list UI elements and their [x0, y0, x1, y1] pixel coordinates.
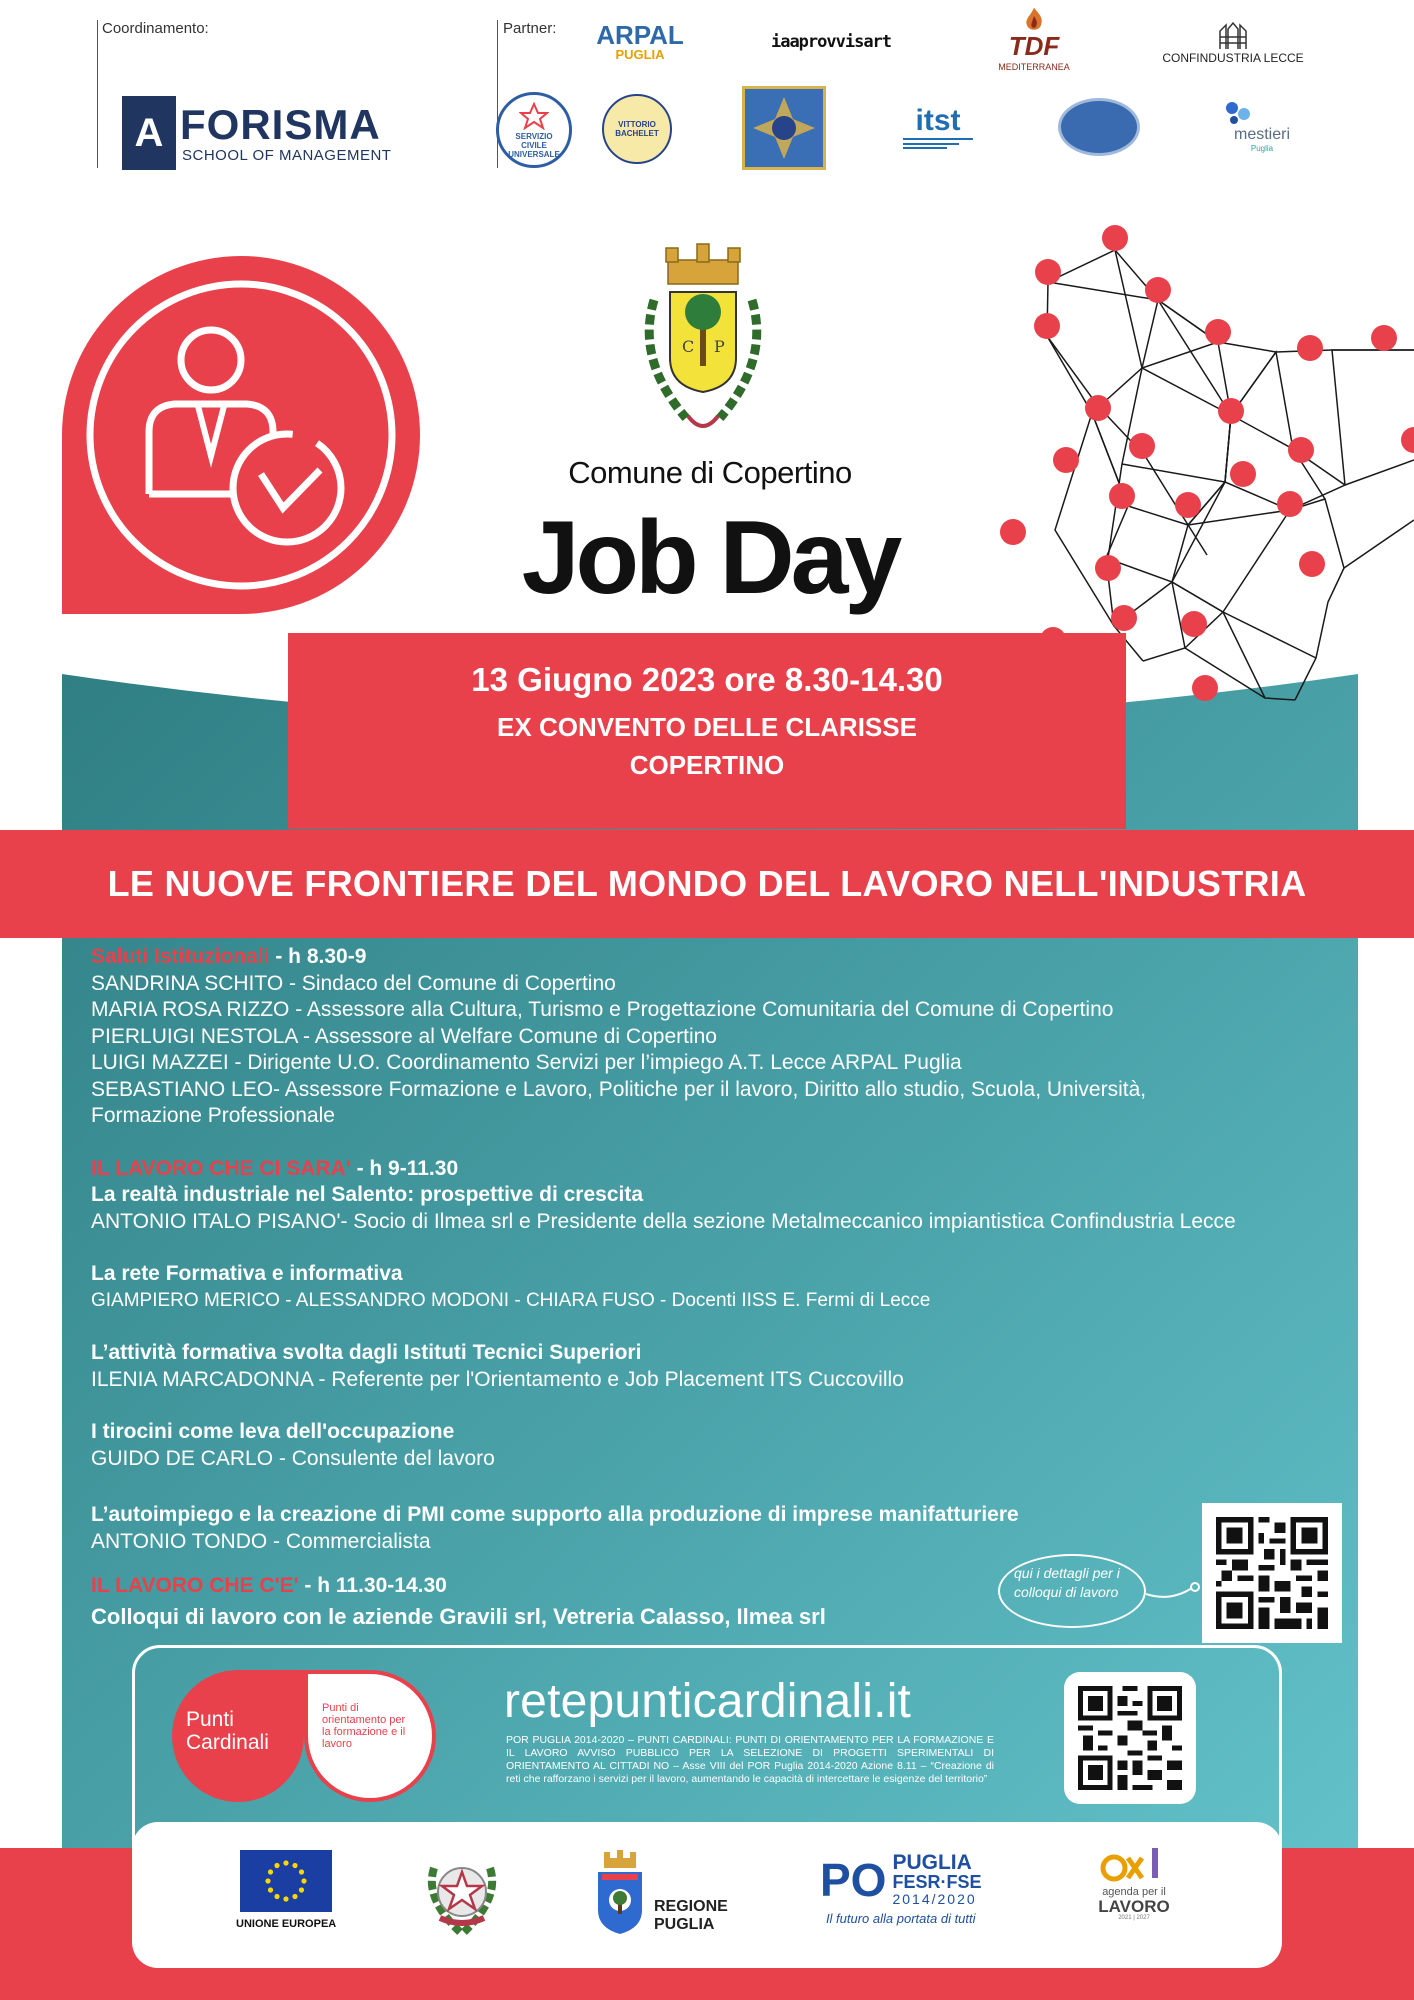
por-logo-period: 2014/2020 — [892, 1891, 977, 1907]
agenda-line1: agenda per il — [1102, 1886, 1166, 1898]
aforisma-logo-name: FORISMA — [180, 100, 381, 148]
heritage-oval-logo — [1058, 98, 1140, 156]
talk-title: La realtà industriale nel Salento: prospettive di crescita — [91, 1183, 644, 1206]
confindustria-logo — [1158, 16, 1308, 70]
event-venue: EX CONVENTO DELLE CLARISSE — [497, 712, 917, 742]
servizio-civile-text: SERVIZIO CIVILE UNIVERSALE — [508, 131, 560, 159]
bachelet-logo-text: VITTORIO BACHELET — [615, 120, 659, 138]
talk-speaker: ANTONIO TONDO - Commercialista — [91, 1529, 431, 1553]
por-tagline: Il futuro alla portata di tutti — [825, 1911, 976, 1926]
coordination-label: Coordinamento: — [102, 20, 209, 37]
speaker-line: MARIA ROSA RIZZO - Assessore alla Cultura, Turismo e Progettazione Comunitaria del Comune di Copertino — [91, 998, 1114, 1021]
coordination-divider — [97, 20, 98, 168]
regione-puglia-logo — [594, 1850, 728, 1934]
mestieri-logo — [1222, 100, 1302, 158]
aforisma-logo-mark: A — [122, 96, 176, 170]
qr-note: qui i dettagli per i colloqui di lavoro — [998, 1554, 1146, 1628]
itst-logo-text: itst — [915, 104, 961, 137]
itst-logo-stripes-icon — [903, 136, 973, 150]
mestieri-logo-region: Puglia — [1250, 143, 1274, 153]
qr-code-website[interactable] — [1064, 1672, 1196, 1804]
lavoro-ce-label: IL LAVORO CHE C'E' — [91, 1574, 299, 1597]
theme-banner: LE NUOVE FRONTIERE DEL MONDO DEL LAVORO NELL'INDUSTRIA — [0, 830, 1414, 938]
talk-speaker: ANTONIO ITALO PISANO'- Socio di Ilmea srl e Presidente della sezione Metalmeccanico impiantistica Confindustria Lecce — [91, 1209, 1236, 1233]
regione-puglia-shield-icon — [594, 1850, 646, 1934]
itst-logo — [898, 98, 978, 158]
lavoro-ce-time: - h 11.30-14.30 — [298, 1574, 447, 1597]
lavoro-sara-time: - h 9-11.30 — [350, 1156, 459, 1180]
servizio-civile-logo — [496, 92, 572, 168]
puglia-label: PUGLIA — [654, 1916, 715, 1933]
bachelet-logo — [602, 94, 672, 164]
punti-cardinali-logo-tagline: Punti di orientamento per la formazione e il lavoro — [304, 1670, 436, 1802]
project-description: POR PUGLIA 2014-2020 – PUNTI CARDINALI: PUNTI DI ORIENTAMENTO PER LA FORMAZIONE E IL LAVORO AVVISO PUBBLICO PER LA SELEZIONE DI PROGETTI SPERIMENTALI DI ORIENTAMENTO AL CITTADI NO – Asse VIII del POR Puglia 2014-2020 Azione 8.11 – “Creazione di reti che rafforzano i servizi per il lavoro, aumentando le capacità di intercettare le esigenze del territorio” — [506, 1734, 994, 1785]
arpal-logo-region: PUGLIA — [615, 47, 665, 62]
mestieri-dots-icon — [1224, 100, 1264, 126]
svg-text:C: C — [682, 337, 695, 356]
confindustria-emblem-icon — [1216, 21, 1250, 51]
qr-code-interviews[interactable] — [1202, 1503, 1342, 1643]
svg-text:P: P — [714, 337, 725, 356]
agenda-lavoro-logo — [1098, 1844, 1170, 1921]
italian-star-emblem-icon — [420, 1848, 504, 1938]
talk-title: L’attività formativa svolta dagli Istituti Tecnici Superiori — [91, 1341, 642, 1364]
job-day-title: Job Day — [521, 500, 899, 616]
arrow-icon — [1146, 1580, 1202, 1600]
qr-code-icon — [1216, 1517, 1328, 1629]
eu-label: UNIONE EUROPEA — [236, 1918, 337, 1930]
punti-cardinali-logo — [172, 1670, 436, 1808]
job-seeker-icon — [62, 256, 420, 614]
comune-title: Comune di Copertino — [568, 455, 852, 490]
partner-divider — [497, 20, 498, 168]
por-logo-region: PUGLIA — [892, 1851, 972, 1874]
por-logo-letters: PO — [820, 1853, 887, 1906]
website-link[interactable]: retepunticardinali.it — [504, 1675, 912, 1728]
program — [91, 944, 1351, 1630]
mestieri-logo-text: mestieri — [1233, 125, 1290, 143]
regione-label: REGIONE — [654, 1898, 728, 1915]
agenda-line2: LAVORO — [1098, 1897, 1170, 1916]
cross-emblem-icon — [745, 89, 823, 167]
punti-cardinali-logo-name: Punti Cardinali — [172, 1670, 304, 1802]
speaker-line: Formazione Professionale — [91, 1104, 335, 1127]
improvvisart-logo: iaaprovvisart — [770, 32, 892, 52]
arpal-logo — [598, 20, 682, 64]
talk-speaker: ILENIA MARCADONNA - Referente per l'Orientamento e Job Placement ITS Cuccovillo — [91, 1367, 904, 1391]
agenda-lavoro-mark-icon — [1098, 1844, 1170, 1882]
speaker-line: LUIGI MAZZEI - Dirigente U.O. Coordinamento Servizi per l’impiego A.T. Lecce ARPAL Puglia — [91, 1051, 962, 1074]
aforisma-logo — [122, 95, 391, 171]
star-icon — [519, 102, 549, 130]
event-date: 13 Giugno 2023 ore 8.30-14.30 — [471, 661, 943, 698]
italian-republic-emblem — [420, 1848, 504, 1938]
por-logo-funds: FESR·FSE — [892, 1872, 982, 1892]
qr-code-icon — [1078, 1686, 1182, 1790]
talk-title: I tirocini come leva dell'occupazione — [91, 1420, 455, 1443]
copertino-coat-of-arms — [626, 240, 780, 446]
tdf-mediterranea-logo — [992, 6, 1076, 72]
event-date-box — [288, 633, 1126, 829]
talk-title: La rete Formativa e informativa — [91, 1262, 403, 1285]
confindustria-logo-text: CONFINDUSTRIA LECCE — [1162, 51, 1304, 65]
agenda-years: 2021 | 2027 — [1118, 1915, 1150, 1921]
speaker-line: PIERLUIGI NESTOLA - Assessore al Welfare Comune di Copertino — [91, 1024, 717, 1048]
saluti-label: Saluti Istituzionali — [91, 945, 270, 968]
talk-speaker: GUIDO DE CARLO - Consulente del lavoro — [91, 1446, 495, 1470]
por-puglia-logo — [820, 1852, 981, 1926]
speaker-line: SEBASTIANO LEO- Assessore Formazione e Lavoro, Politiche per il lavoro, Diritto allo studio, Scuola, Università, — [91, 1077, 1147, 1101]
eu-stars-icon — [256, 1856, 316, 1906]
lavoro-sara-label: IL LAVORO CHE CI SARA' — [91, 1156, 351, 1180]
school-emblem-logo — [742, 86, 826, 170]
tdf-logo-sub: MEDITERRANEA — [998, 62, 1070, 72]
aforisma-logo-subtitle: SCHOOL OF MANAGEMENT — [182, 146, 392, 164]
talk-title: L’autoimpiego e la creazione di PMI come supporto alla produzione di imprese manifatturiere — [91, 1503, 1019, 1526]
event-city: COPERTINO — [629, 750, 785, 780]
partner-label: Partner: — [503, 20, 557, 37]
speaker-line: SANDRINA SCHITO - Sindaco del Comune di Copertino — [91, 971, 616, 995]
saluti-time: - h 8.30-9 — [269, 945, 367, 968]
eu-logo — [236, 1850, 336, 1930]
tdf-logo-text: TDF — [1008, 31, 1060, 61]
lavoro-ce-description: Colloqui di lavoro con le aziende Gravili srl, Vetreria Calasso, Ilmea srl — [91, 1603, 826, 1629]
talk-speaker: GIAMPIERO MERICO - ALESSANDRO MODONI - CHIARA FUSO - Docenti IISS E. Fermi di Lecce — [91, 1289, 931, 1311]
arpal-logo-text: ARPAL — [596, 20, 684, 50]
flame-icon — [1014, 6, 1054, 31]
